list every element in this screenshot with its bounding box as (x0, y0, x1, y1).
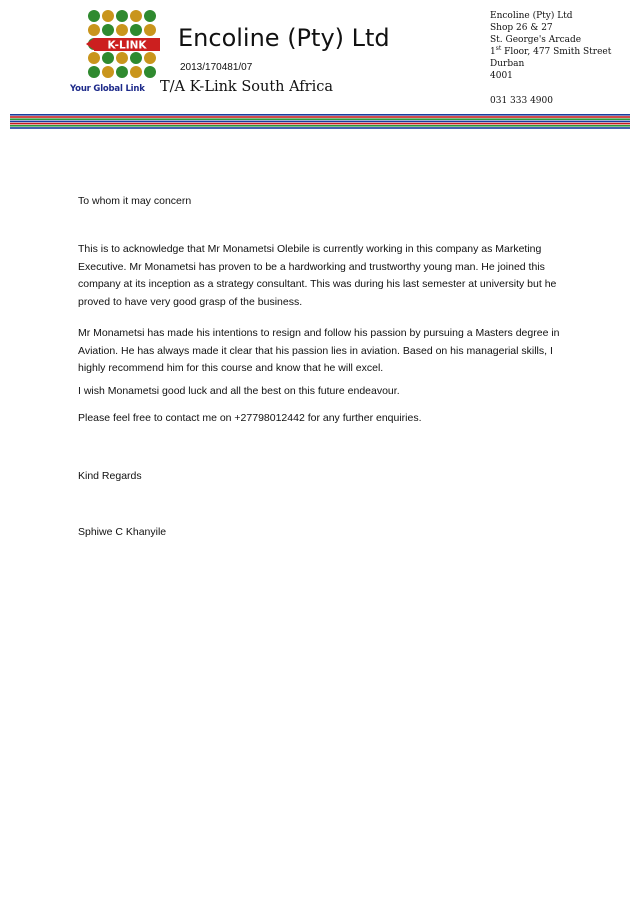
logo-dot (88, 52, 100, 64)
header-stripe (10, 118, 630, 120)
logo-dot (144, 66, 156, 78)
trading-as: T/A K-Link South Africa (160, 79, 334, 95)
logo-dot (88, 66, 100, 78)
paragraph-contact: Please feel free to contact me on +27798012442 for any further enquiries. (78, 412, 422, 424)
logo-tagline: Your Global Link (70, 84, 145, 94)
company-address (490, 10, 611, 107)
address-line-3: St. George's Arcade (490, 35, 582, 46)
logo-dot (88, 10, 100, 22)
logo-dot (116, 52, 128, 64)
address-street: Floor, 477 Smith Street (501, 47, 612, 58)
header-stripes (10, 114, 630, 130)
signature-name: Sphiwe C Khanyile (78, 526, 167, 538)
logo-dot (144, 24, 156, 36)
header-stripe (10, 127, 630, 129)
logo-dot (102, 52, 114, 64)
address-line-1: Encoline (Pty) Ltd (490, 11, 573, 21)
closing: Kind Regards (78, 470, 142, 482)
logo-dot (144, 10, 156, 22)
logo-wordmark-bar (86, 38, 160, 52)
address-postal-code: 4001 (490, 71, 513, 82)
logo-dot (130, 66, 142, 78)
address-city: Durban (490, 59, 525, 70)
logo-dot (116, 66, 128, 78)
logo-dot (130, 52, 142, 64)
logo-dot (130, 10, 142, 22)
logo-dot (116, 10, 128, 22)
address-floor-number: 1 (490, 47, 496, 58)
header-stripe (10, 123, 630, 125)
logo-dot (144, 52, 156, 64)
address-floor-suffix: st (495, 45, 502, 53)
header-stripe (10, 121, 630, 123)
company-name: Encoline (Pty) Ltd (178, 24, 390, 52)
logo-dot (102, 66, 114, 78)
paragraph-acknowledgement: This is to acknowledge that Mr Monametsi Olebile is currently working in this company as Marketing Executive. Mr Monametsi has proven to be a hardworking and trustworthy young man. He joined this company at its inception as a strategy consultant. This was during his last semester at university but he proved to have very good grasp of the business. (78, 243, 557, 308)
address-line-2: Shop 26 & 27 (490, 23, 553, 34)
phone-number: 031 333 4900 (490, 95, 553, 106)
header-stripe (10, 116, 630, 118)
paragraph-well-wishes: I wish Monametsi good luck and all the best on this future endeavour. (78, 385, 400, 397)
logo-dot (88, 24, 100, 36)
logo-wordmark: K-LINK (107, 39, 147, 52)
paragraph-recommendation: Mr Monametsi has made his intentions to resign and follow his passion by pursuing a Masters degree in Aviation. He has always made it clear that his passion lies in aviation. Based on his managerial skills, I highly recommend him for this course and know that he will excel. (78, 327, 560, 374)
logo-dot (116, 24, 128, 36)
logo-dot (130, 24, 142, 36)
header-stripe (10, 114, 630, 116)
logo-dot (102, 10, 114, 22)
address-line-4 (490, 46, 611, 58)
registration-number: 2013/170481/07 (180, 62, 253, 73)
k-link-logo (84, 8, 164, 84)
salutation: To whom it may concern (78, 195, 192, 207)
header-stripe (10, 125, 630, 127)
logo-dot (102, 24, 114, 36)
